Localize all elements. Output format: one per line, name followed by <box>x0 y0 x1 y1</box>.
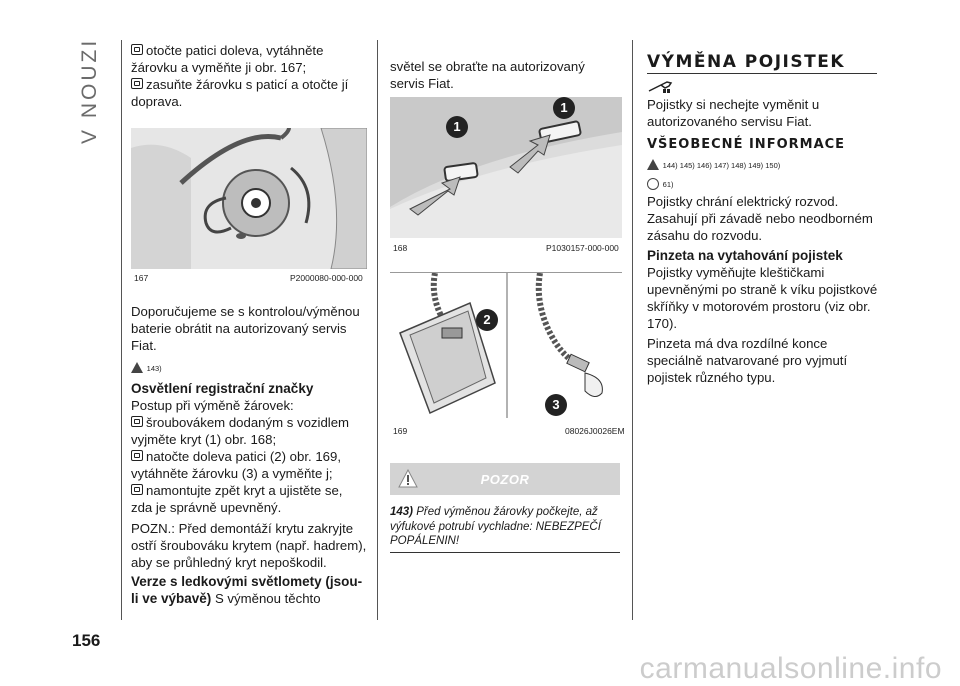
paragraph: Pojistky vyměňujte kleštičkami upevněnými po straně k víku pojistkové skříňky v motorovém prostoru (viz obr. 170). <box>647 265 878 331</box>
paragraph: Doporučujeme se s kontrolou/výměnou baterie obrátit na autorizovaný servis Fiat. <box>131 304 360 353</box>
step-icon <box>131 416 143 427</box>
column-2 <box>390 58 622 92</box>
callout-badge: 3 <box>545 394 567 416</box>
column-divider <box>632 40 633 620</box>
step-icon <box>131 78 143 89</box>
figure-167 <box>131 128 367 269</box>
section-heading: Pinzeta na vytahování pojistek <box>647 248 843 263</box>
warning-triangle-icon <box>131 362 143 373</box>
wrench-icon <box>647 80 673 94</box>
paragraph: Postup při výměně žárovek: <box>131 398 294 413</box>
warning-triangle-icon <box>647 159 659 170</box>
watermark: carmanualsonline.info <box>639 652 942 685</box>
paragraph: světel se obraťte na autorizovaný servis Fiat. <box>390 59 585 91</box>
step-icon <box>131 484 143 495</box>
note-refs: 61) <box>647 174 880 193</box>
figure-number: 168 <box>393 243 408 253</box>
note: POZN.: Před demontáží krytu zakryjte ostří šroubováku krytem (např. hadrem), aby se průhledný kryt nepoškodil. <box>131 521 367 570</box>
fuse-tool-icon <box>647 80 880 96</box>
step-item: zasuňte žárovku s paticí a otočte jí doprava. <box>131 77 349 109</box>
figure-code: P1030157-000-000 <box>546 243 619 253</box>
section-tab <box>78 37 118 152</box>
info-icon <box>647 178 659 190</box>
callout-badge: 1 <box>553 97 575 119</box>
paragraph: Pojistky si nechejte vyměnit u autorizovaného servisu Fiat. <box>647 97 820 129</box>
section-title: VŠEOBECNÉ INFORMACE <box>647 137 846 152</box>
figure-168 <box>390 97 622 238</box>
step-icon <box>131 44 143 55</box>
paragraph: Pojistky chrání elektrický rozvod. Zasahují při závadě nebo neodborném zásahu do rozvodu. <box>647 194 873 243</box>
warning-ref: 143) <box>390 506 414 518</box>
step-item: natočte doleva patici (2) obr. 169, vytáhněte žárovku (3) a vyměňte j; <box>131 449 342 481</box>
step-item: namontujte zpět kryt a ujistěte se, zda je správně upevněný. <box>131 483 343 515</box>
led-section: Verze s ledkovými světlomety (jsou-li ve výbavě) S výměnou těchto <box>131 574 363 606</box>
column-divider <box>377 40 378 620</box>
figure-code: P2000080-000-000 <box>290 273 363 283</box>
license-plate-light-illustration <box>390 97 622 238</box>
figure-number: 167 <box>134 273 149 283</box>
warning-divider <box>390 552 620 553</box>
step-item: šroubovákem dodaným s vozidlem vyjměte kryt (1) obr. 168; <box>131 415 350 447</box>
column-1 <box>131 42 367 110</box>
figure-code: 08026J0026EM <box>565 426 625 436</box>
callout-badge: 2 <box>476 309 498 331</box>
paragraph: Pinzeta má dva rozdílné konce speciálně natvarované pro vyjmutí pojistek různého typu. <box>647 336 848 385</box>
page-number: 156 <box>72 631 101 650</box>
warning-refs: 144) 145) 146) 147) 148) 149) 150) <box>647 155 880 174</box>
step-item: otočte patici doleva, vytáhněte žárovku a vyměňte ji obr. 167; <box>131 43 324 75</box>
warning-title: POZOR <box>480 472 530 487</box>
section-tab-label: V NOUZI <box>78 37 101 144</box>
warning-text: 143) Před výměnou žárovky počkejte, až výfukové potrubí vychladne: NEBEZPEČÍ POPÁLENIN! <box>390 506 601 547</box>
chapter-title: VÝMĚNA POJISTEK <box>647 52 845 72</box>
warning-box <box>390 463 620 495</box>
figure-169 <box>390 272 622 418</box>
column-1-body <box>131 303 367 607</box>
margin-divider <box>121 40 122 620</box>
section-heading: Osvětlení registrační značky <box>131 381 314 396</box>
step-icon <box>131 450 143 461</box>
figure-number: 169 <box>393 426 408 436</box>
column-3 <box>647 54 880 386</box>
bulb-socket-illustration <box>131 128 367 269</box>
title-underline <box>647 73 877 74</box>
callout-badge: 1 <box>446 116 468 138</box>
lamp-holder-illustration <box>390 273 622 418</box>
section-heading: Verze s ledkovými světlomety (jsou-li ve výbavě) <box>131 574 363 606</box>
warning-ref: 143) <box>131 358 367 377</box>
